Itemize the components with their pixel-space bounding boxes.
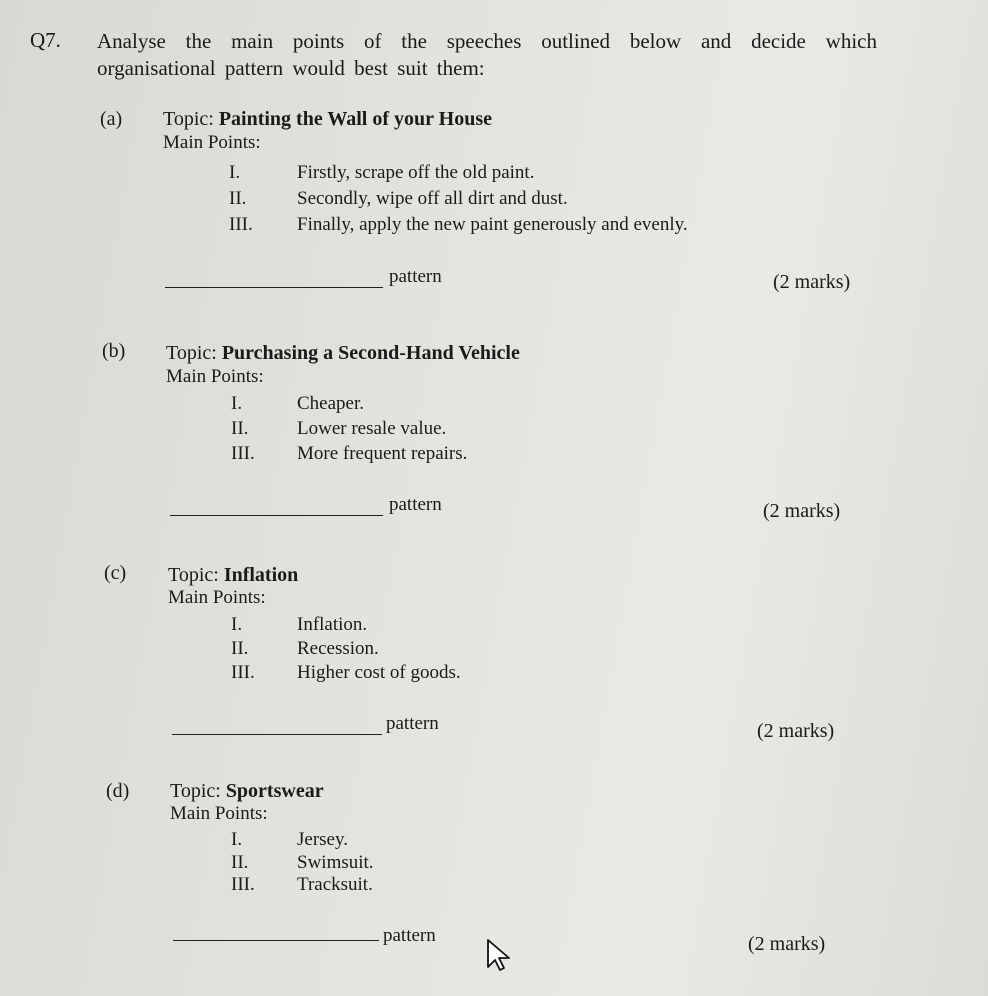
topic-title: Sportswear bbox=[225, 780, 324, 802]
main-points-label: Main Points: bbox=[163, 132, 261, 153]
topic-line bbox=[166, 342, 520, 365]
topic-title: Painting the Wall of your House bbox=[218, 108, 492, 130]
point-numeral: I. bbox=[231, 829, 243, 850]
topic-prefix: Topic: bbox=[168, 564, 219, 586]
part-letter: (b) bbox=[102, 340, 126, 362]
marks-label: (2 marks) bbox=[773, 271, 851, 293]
answer-blank bbox=[173, 940, 379, 941]
main-points-label: Main Points: bbox=[166, 366, 264, 387]
pattern-label: pattern bbox=[389, 266, 442, 287]
point-numeral: I. bbox=[231, 614, 243, 635]
part-letter: (a) bbox=[100, 108, 123, 130]
topic-line bbox=[170, 780, 324, 803]
point-text: Inflation. bbox=[297, 614, 368, 635]
main-points-label: Main Points: bbox=[170, 803, 268, 824]
question-number: Q7. bbox=[30, 28, 61, 52]
answer-blank bbox=[165, 287, 383, 288]
point-text: Recession. bbox=[297, 638, 379, 659]
point-text: Secondly, wipe off all dirt and dust. bbox=[297, 188, 568, 209]
point-numeral: III. bbox=[231, 874, 255, 895]
answer-blank bbox=[172, 734, 382, 735]
answer-blank bbox=[170, 515, 383, 516]
point-text: Higher cost of goods. bbox=[297, 662, 461, 683]
point-numeral: III. bbox=[231, 443, 255, 464]
question-text: Analyse the main points of the speeches outlined below and decide which organisational pattern would best suit them: bbox=[97, 29, 877, 80]
part-letter: (c) bbox=[104, 562, 127, 584]
point-numeral: II. bbox=[229, 188, 247, 209]
topic-line bbox=[163, 108, 492, 131]
point-numeral: II. bbox=[231, 638, 249, 659]
topic-title: Inflation bbox=[223, 564, 299, 586]
main-points-label: Main Points: bbox=[168, 587, 266, 608]
point-text: Jersey. bbox=[297, 829, 348, 850]
point-text: More frequent repairs. bbox=[297, 443, 468, 464]
point-text: Cheaper. bbox=[297, 393, 365, 414]
marks-label: (2 marks) bbox=[763, 500, 841, 522]
marks-label: (2 marks) bbox=[757, 720, 835, 742]
point-text: Lower resale value. bbox=[297, 418, 447, 439]
pattern-label: pattern bbox=[386, 713, 439, 734]
point-text: Swimsuit. bbox=[297, 852, 374, 873]
point-numeral: III. bbox=[231, 662, 255, 683]
marks-label: (2 marks) bbox=[748, 933, 826, 955]
pattern-label: pattern bbox=[389, 494, 442, 515]
pattern-label: pattern bbox=[383, 925, 436, 946]
point-text: Tracksuit. bbox=[297, 874, 373, 895]
point-numeral: III. bbox=[229, 214, 253, 235]
mouse-pointer-icon bbox=[485, 938, 513, 972]
topic-prefix: Topic: bbox=[170, 780, 221, 802]
part-letter: (d) bbox=[106, 780, 130, 802]
point-numeral: I. bbox=[229, 162, 241, 183]
point-numeral: II. bbox=[231, 418, 249, 439]
point-text: Finally, apply the new paint generously and evenly. bbox=[297, 214, 688, 235]
topic-prefix: Topic: bbox=[166, 342, 217, 364]
topic-title: Purchasing a Second-Hand Vehicle bbox=[221, 342, 520, 364]
point-numeral: II. bbox=[231, 852, 249, 873]
point-text: Firstly, scrape off the old paint. bbox=[297, 162, 535, 183]
topic-prefix: Topic: bbox=[163, 108, 214, 130]
topic-line bbox=[168, 564, 298, 587]
point-numeral: I. bbox=[231, 393, 243, 414]
